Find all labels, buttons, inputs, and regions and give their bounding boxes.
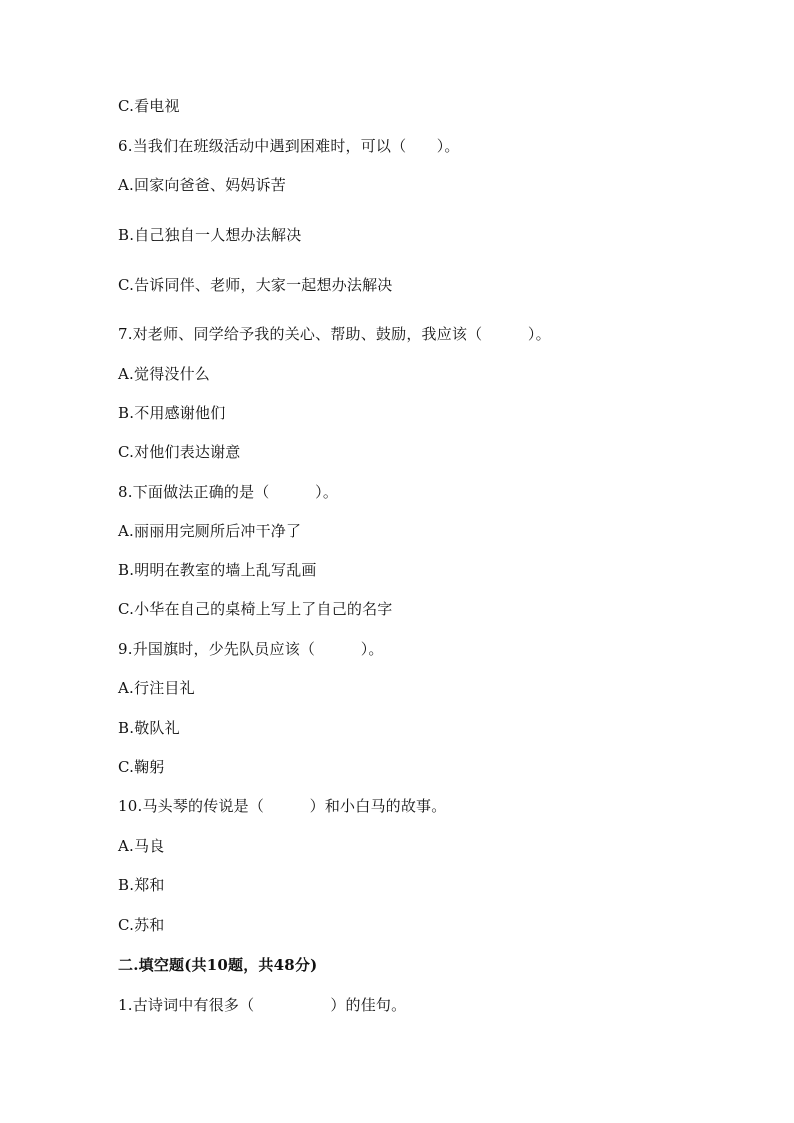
option-a-q10: A.马良 [118,837,165,855]
option-c-q10: C.苏和 [118,916,165,934]
option-b-q6: B.自己独自一人想办法解决 [118,226,302,244]
option-a-q6: A.回家向爸爸、妈妈诉苦 [118,176,287,194]
question-9: 9.升国旗时，少先队员应该（ ）。 [118,640,384,658]
option-c-q9: C.鞠躬 [118,758,165,776]
fill-question-1: 1.古诗词中有很多（ ）的佳句。 [118,996,407,1014]
option-a-q9: A.行注目礼 [118,679,195,697]
option-b-q8: B.明明在教室的墙上乱写乱画 [118,561,317,579]
option-b-q7: B.不用感谢他们 [118,404,226,422]
section-heading-fill-in: 二.填空题(共10题，共48分) [118,956,318,974]
option-a-q8: A.丽丽用完厕所后冲干净了 [118,522,302,540]
question-6: 6.当我们在班级活动中遇到困难时，可以（ ）。 [118,137,460,155]
option-c-q8: C.小华在自己的桌椅上写上了自己的名字 [118,600,393,618]
question-10: 10.马头琴的传说是（ ）和小白马的故事。 [118,797,447,815]
option-b-q9: B.敬队礼 [118,719,180,737]
option-c-q7: C.对他们表达谢意 [118,443,241,461]
option-c-q5: C.看电视 [118,97,180,115]
question-8: 8.下面做法正确的是（ ）。 [118,483,339,501]
option-b-q10: B.郑和 [118,876,165,894]
option-a-q7: A.觉得没什么 [118,365,211,383]
option-c-q6: C.告诉同伴、老师，大家一起想办法解决 [118,276,393,294]
question-7: 7.对老师、同学给予我的关心、帮助、鼓励，我应该（ ）。 [118,325,551,343]
